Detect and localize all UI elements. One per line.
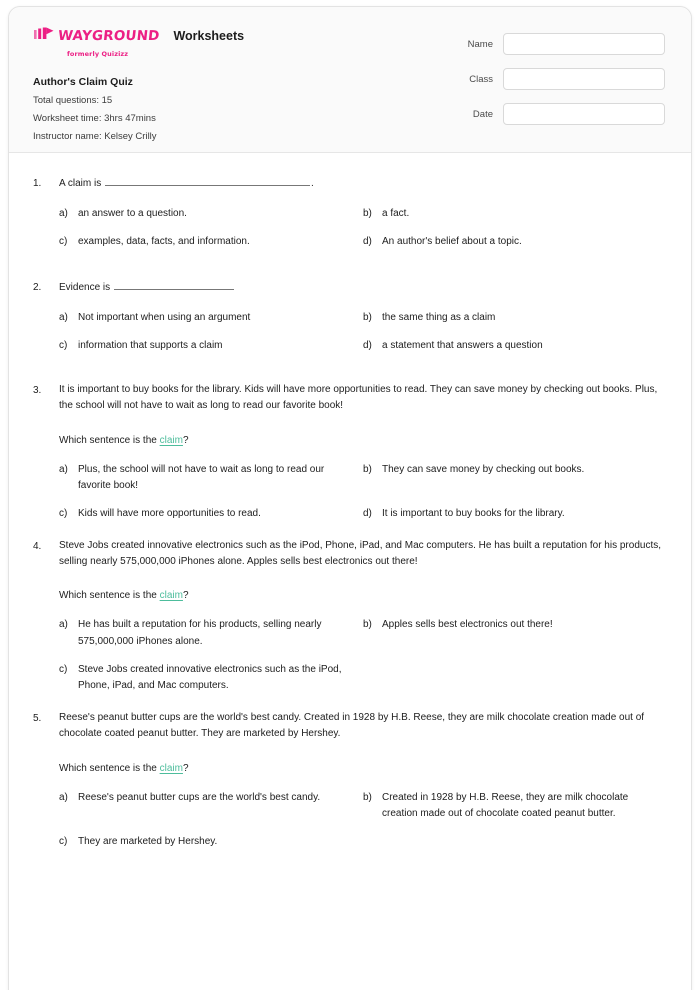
- quiz-title: Author's Claim Quiz: [33, 76, 133, 88]
- prompt-after: ?: [182, 434, 189, 446]
- prompt-after: ?: [182, 590, 189, 602]
- option-letter: b): [363, 208, 372, 220]
- product-title: Worksheets: [173, 29, 245, 43]
- question-text: Steve Jobs created innovative electronics such as the iPod, Phone, iPad, and Mac computers. He has built a reputation for his products, selling nearly 575,000,000 iPhones alone. Apples sells best electronics out there!: [59, 540, 662, 568]
- option-c[interactable]: [59, 834, 363, 850]
- brand-row: [33, 27, 393, 58]
- question-text: It is important to buy books for the library. Kids will have more opportunities to read. They can save money by checking out books. Plus, the school will not have to wait as long to read our favorite book!: [59, 384, 658, 412]
- question-prompt: [59, 588, 667, 603]
- question-text: [59, 175, 667, 192]
- claim-keyword-link[interactable]: claim: [159, 434, 183, 446]
- claim-keyword-link[interactable]: claim: [159, 762, 183, 774]
- options-grid: [59, 790, 667, 863]
- question-spacer: [33, 366, 667, 382]
- worksheet-sheet: [8, 6, 692, 990]
- question-text: [59, 279, 667, 296]
- option-letter: d): [363, 339, 372, 351]
- name-field-row: [425, 33, 665, 55]
- option-text: an answer to a question.: [78, 208, 187, 220]
- question-item: [33, 710, 667, 862]
- options-grid: [59, 206, 667, 262]
- option-text: They are marketed by Hershey.: [78, 835, 218, 847]
- question-prompt: [59, 761, 667, 776]
- name-label: Name: [467, 38, 493, 50]
- option-d[interactable]: [363, 234, 667, 250]
- option-text: Not important when using an argument: [78, 311, 251, 323]
- option-letter: a): [59, 208, 68, 220]
- question-text-after: .: [311, 178, 314, 189]
- student-fields: [425, 33, 665, 138]
- option-d[interactable]: [363, 506, 667, 522]
- option-letter: b): [363, 619, 372, 631]
- worksheet-header: [9, 7, 691, 153]
- date-field-row: [425, 103, 665, 125]
- option-text: information that supports a claim: [78, 339, 223, 351]
- option-text: a statement that answers a question: [382, 339, 543, 351]
- option-text: Reese's peanut butter cups are the world's best candy.: [78, 791, 321, 803]
- worksheet-time: Worksheet time: 3hrs 47mins: [33, 112, 156, 124]
- answer-blank[interactable]: [105, 175, 310, 186]
- prompt-before: Which sentence is the: [59, 590, 160, 602]
- option-letter: c): [59, 663, 68, 675]
- option-text: Apples sells best electronics out there!: [382, 619, 553, 631]
- option-a[interactable]: [59, 310, 363, 326]
- question-number: 2.: [33, 281, 42, 293]
- answer-blank[interactable]: [114, 279, 234, 290]
- option-letter: d): [363, 236, 372, 248]
- name-input[interactable]: [503, 33, 665, 55]
- header-left: [33, 27, 393, 149]
- option-c[interactable]: [59, 662, 363, 694]
- total-questions: Total questions: 15: [33, 95, 113, 106]
- options-grid: [59, 617, 667, 706]
- question-item: [33, 382, 667, 534]
- option-letter: c): [59, 835, 68, 847]
- question-item: [33, 538, 667, 706]
- option-text: Plus, the school will not have to wait as long to read our favorite book!: [78, 463, 325, 491]
- option-text: He has built a reputation for his products, selling nearly 575,000,000 iPhones alone.: [78, 619, 322, 647]
- question-text-before: Evidence is: [59, 281, 113, 293]
- option-text: the same thing as a claim: [382, 311, 496, 323]
- option-b[interactable]: [363, 462, 667, 494]
- option-text: It is important to buy books for the library.: [382, 507, 565, 519]
- options-grid: [59, 462, 667, 535]
- option-a[interactable]: [59, 790, 363, 822]
- option-c[interactable]: [59, 506, 363, 522]
- prompt-before: Which sentence is the: [59, 434, 160, 446]
- question-body: [59, 175, 667, 263]
- date-input[interactable]: [503, 103, 665, 125]
- option-letter: c): [59, 507, 68, 519]
- logo-wordmark: WAYGROUND: [57, 28, 161, 45]
- question-text-before: A claim is: [59, 178, 105, 189]
- question-item: [33, 175, 667, 263]
- option-a[interactable]: [59, 206, 363, 222]
- question-item: [33, 279, 667, 367]
- option-text: a fact.: [382, 208, 410, 220]
- prompt-before: Which sentence is the: [59, 762, 160, 774]
- prompt-after: ?: [182, 762, 189, 774]
- option-c[interactable]: [59, 234, 363, 250]
- question-text: Reese's peanut butter cups are the world's best candy. Created in 1928 by H.B. Reese, they are milk chocolate creation made out of chocolate coated peanut butter. They are marketed by Hershey.: [59, 712, 645, 740]
- question-body: [59, 538, 667, 706]
- question-spacer: [33, 263, 667, 279]
- option-text: Created in 1928 by H.B. Reese, they are milk chocolate creation made out of chocolate coated peanut butter.: [382, 791, 629, 819]
- option-a[interactable]: [59, 462, 363, 494]
- option-b[interactable]: [363, 310, 667, 326]
- option-text: They can save money by checking out books.: [382, 463, 585, 475]
- wayground-flag-icon: [33, 27, 55, 47]
- option-letter: b): [363, 463, 372, 475]
- option-letter: b): [363, 311, 372, 323]
- question-body: [59, 382, 667, 534]
- option-letter: a): [59, 791, 68, 803]
- option-letter: c): [59, 236, 68, 248]
- date-label: Date: [472, 108, 493, 120]
- option-b[interactable]: [363, 206, 667, 222]
- logo-subtitle: formerly Quizizz: [67, 50, 129, 58]
- option-text: An author's belief about a topic.: [382, 236, 522, 248]
- question-body: [59, 279, 667, 367]
- option-text: examples, data, facts, and information.: [78, 236, 250, 248]
- option-b[interactable]: [363, 790, 667, 822]
- wayground-logo[interactable]: [33, 27, 159, 58]
- option-b[interactable]: [363, 617, 667, 649]
- class-label: Class: [469, 73, 493, 85]
- question-prompt: [59, 433, 667, 448]
- option-letter: c): [59, 339, 68, 351]
- class-input[interactable]: [503, 68, 665, 90]
- question-number: 1.: [33, 178, 42, 189]
- option-letter: d): [363, 507, 372, 519]
- option-text: Kids will have more opportunities to read.: [78, 507, 261, 519]
- option-text: Steve Jobs created innovative electronics such as the iPod, Phone, iPad, and Mac computers.: [78, 663, 342, 691]
- option-c[interactable]: [59, 338, 363, 354]
- options-grid: [59, 310, 667, 366]
- question-number: 5.: [33, 713, 42, 725]
- instructor-name: Instructor name: Kelsey Crilly: [33, 130, 157, 142]
- option-a[interactable]: [59, 617, 363, 649]
- questions-list: [9, 153, 691, 862]
- question-body: [59, 710, 667, 862]
- option-letter: b): [363, 791, 372, 803]
- worksheet-meta: [33, 76, 393, 143]
- question-number: 3.: [33, 385, 42, 397]
- option-d[interactable]: [363, 338, 667, 354]
- option-letter: a): [59, 619, 68, 631]
- option-letter: a): [59, 311, 68, 323]
- question-number: 4.: [33, 541, 42, 553]
- claim-keyword-link[interactable]: claim: [159, 590, 183, 602]
- option-letter: a): [59, 463, 68, 475]
- class-field-row: [425, 68, 665, 90]
